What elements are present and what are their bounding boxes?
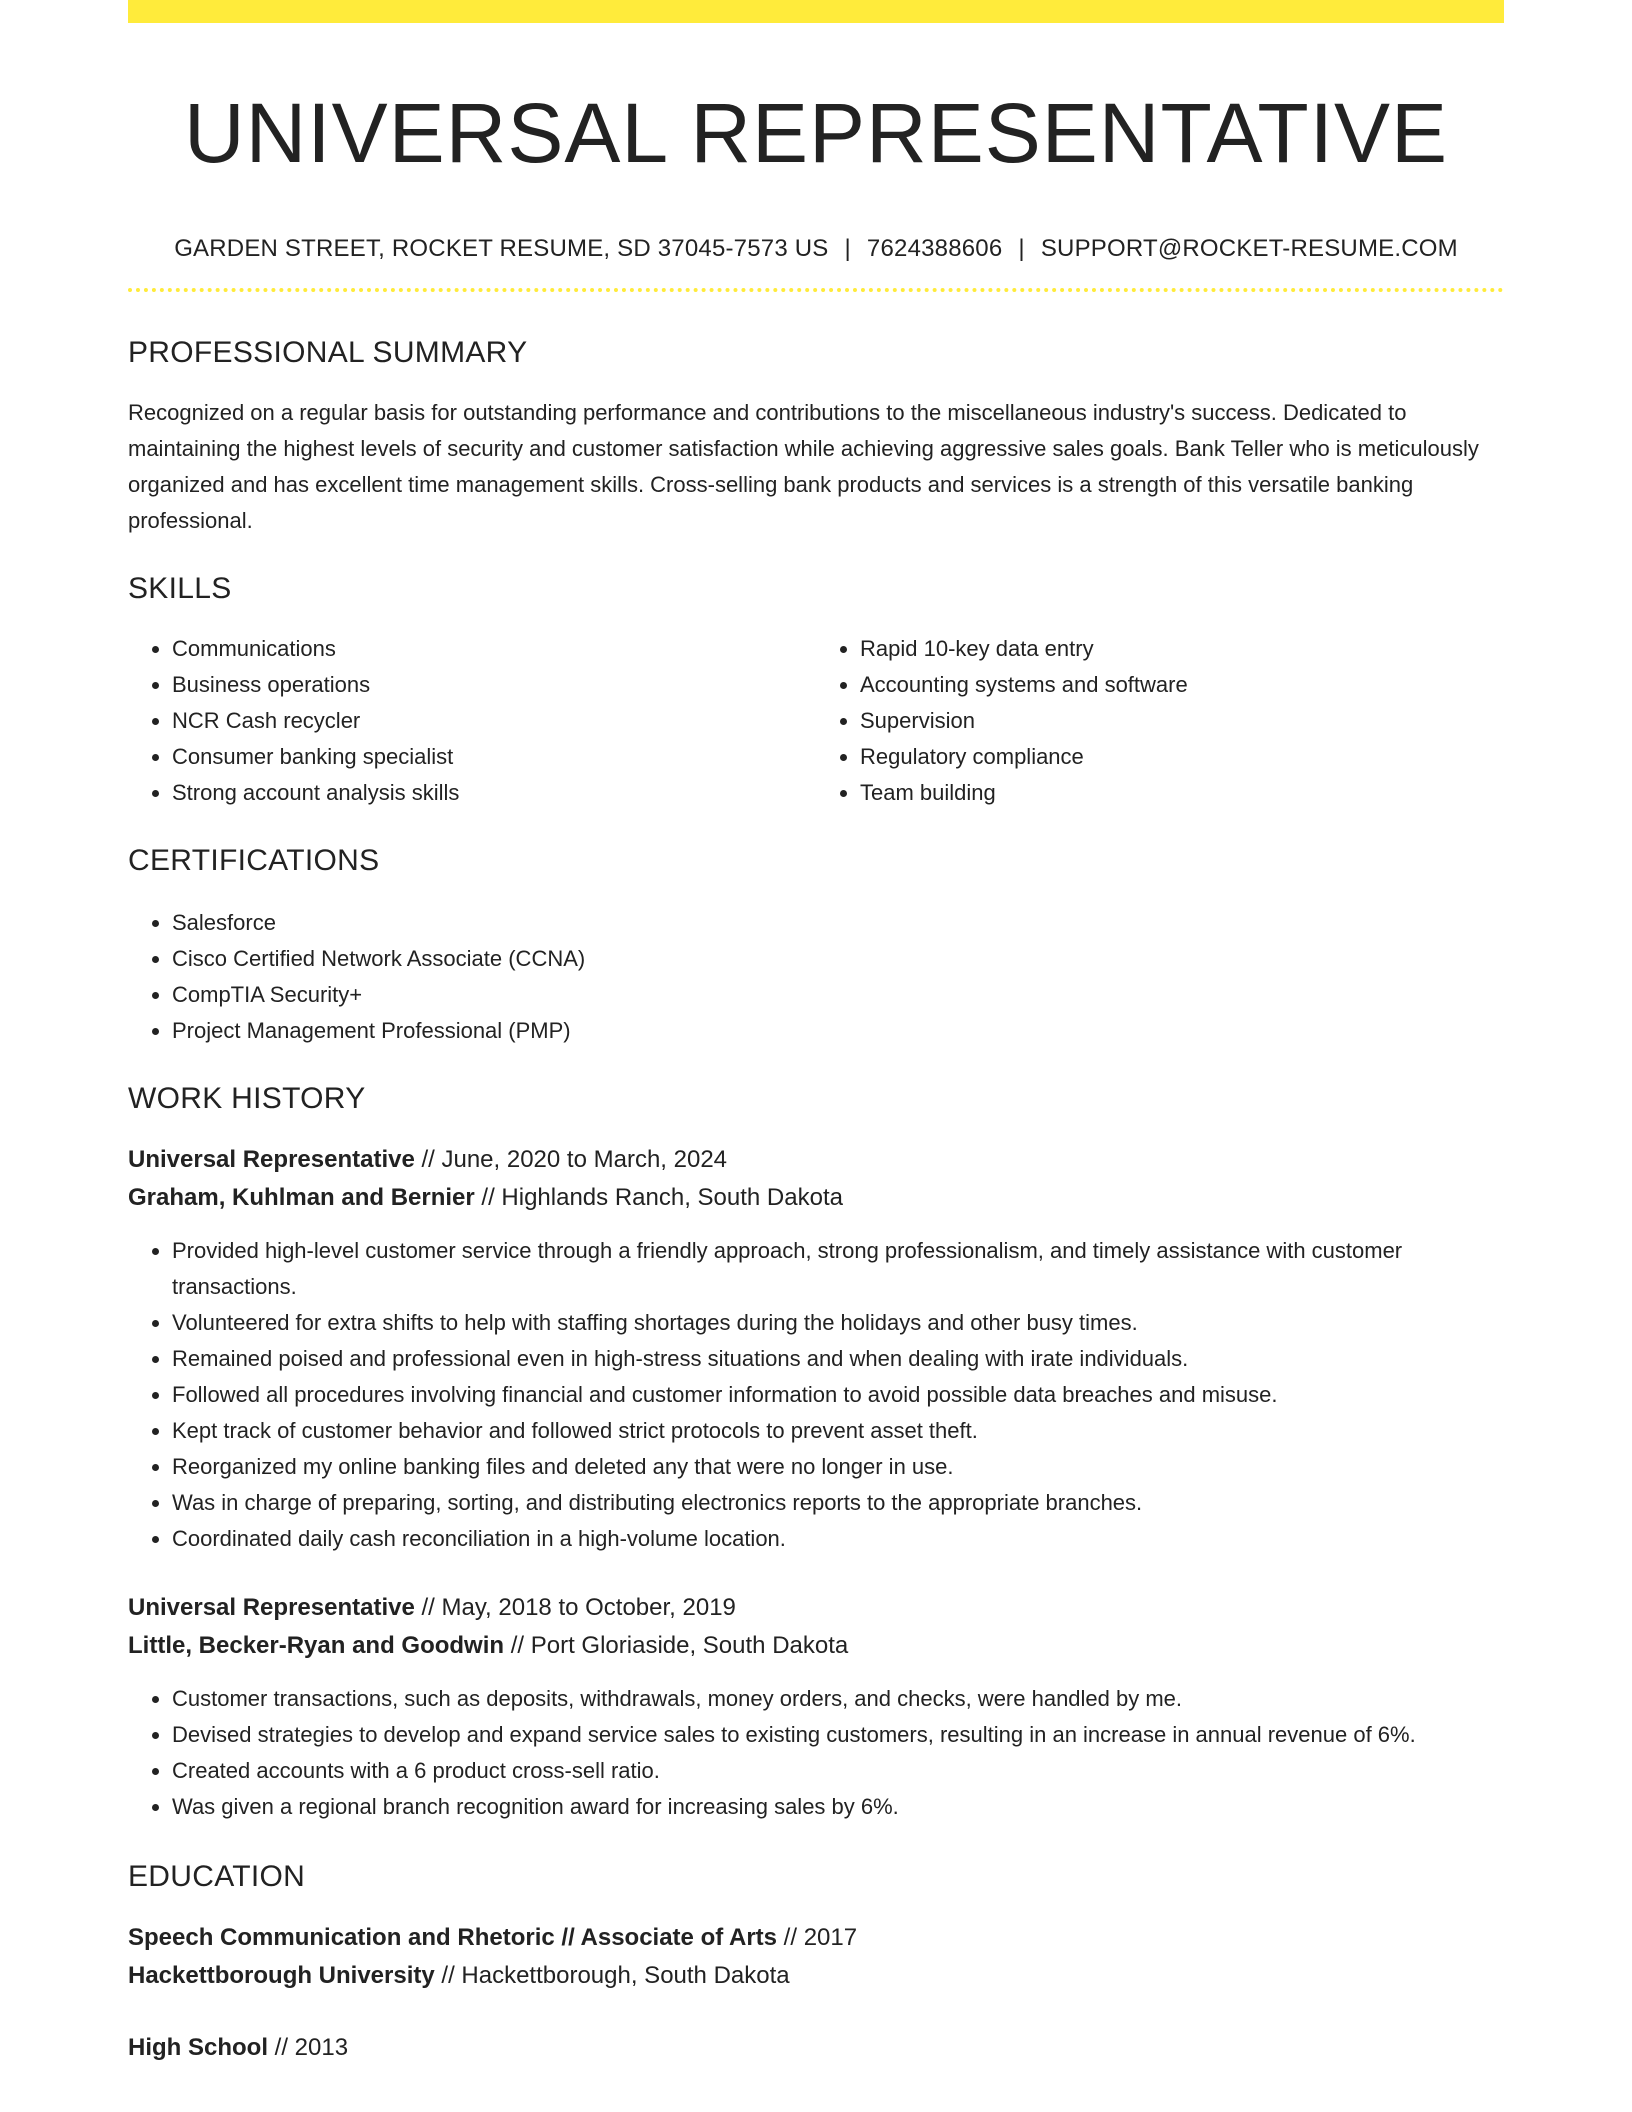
job-title-line [128,1141,1504,1179]
skill-item: • Business operations [172,667,816,703]
job-bullet: • Followed all procedures involving financial and customer information to avoid possible data breaches and misuse. [172,1377,1504,1413]
job-company: Graham, Kuhlman and Bernier [128,1184,475,1211]
skill-item: • Supervision [860,703,1504,739]
education-year: // 2013 [268,2034,349,2061]
certifications-heading: CERTIFICATIONS [128,844,380,877]
work-history-heading: WORK HISTORY [128,1082,366,1115]
job-bullet: • Was in charge of preparing, sorting, and distributing electronics reports to the appropriate branches. [172,1485,1504,1521]
contact-phone: 7624388606 [866,235,1003,262]
certification-item: • CompTIA Security+ [172,977,1504,1013]
job-bullet: • Volunteered for extra shifts to help with staffing shortages during the holidays and other busy times. [172,1305,1504,1341]
skill-item: • NCR Cash recycler [172,703,816,739]
job-company: Little, Becker-Ryan and Goodwin [128,1632,505,1659]
job-bullets [128,1233,1504,1557]
education-degree: High School [128,2034,268,2061]
skills-columns [128,631,1504,811]
job-bullets [128,1681,1504,1825]
certification-item: • Project Management Professional (PMP) [172,1013,1504,1049]
job-location: // Port Gloriaside, South Dakota [504,1632,849,1659]
job-bullet: • Created accounts with a 6 product cross-sell ratio. [172,1753,1504,1789]
summary-text: Recognized on a regular basis for outstanding performance and contributions to the miscellaneous industry's success. Dedicated to maintaining the highest levels of security and customer satisfaction while achieving aggressive sales goals. Bank Teller who is meticulously organized and has excellent time management skills. Cross-selling bank products and services is a strength of this versatile banking professional. [128,400,1479,533]
education-school: Hackettborough University [128,1962,435,1989]
skills-list-right [816,631,1504,811]
contact-email: SUPPORT@ROCKET-RESUME.COM [1040,235,1458,262]
job-bullet: • Devised strategies to develop and expand service sales to existing customers, resulting in an increase in annual revenue of 6%. [172,1717,1504,1753]
skills-heading: SKILLS [128,572,232,605]
summary-heading: PROFESSIONAL SUMMARY [128,336,528,369]
skills-list-left [128,631,816,811]
education-school-line [128,1957,1504,1995]
certification-item: • Cisco Certified Network Associate (CCNA) [172,941,1504,977]
job-bullet: • Coordinated daily cash reconciliation in a high-volume location. [172,1521,1504,1557]
skill-item: • Rapid 10-key data entry [860,631,1504,667]
job-location: // Highlands Ranch, South Dakota [474,1184,843,1211]
certifications-list [128,905,1504,1049]
contact-separator: | [844,235,851,262]
skill-item: • Regulatory compliance [860,739,1504,775]
contact-line [128,233,1504,265]
education-year: // 2017 [777,1924,858,1951]
skill-item: • Consumer banking specialist [172,739,816,775]
job-bullet: • Customer transactions, such as deposits, withdrawals, money orders, and checks, were handled by me. [172,1681,1504,1717]
education-location: // Hackettborough, South Dakota [434,1962,790,1989]
resume-page [128,0,1504,2067]
job-company-line [128,1627,1504,1665]
skill-item: • Accounting systems and software [860,667,1504,703]
job-bullet: • Remained poised and professional even in high-stress situations and when dealing with irate individuals. [172,1341,1504,1377]
job-dates: // June, 2020 to March, 2024 [414,1146,728,1173]
education-degree: Speech Communication and Rhetoric // Associate of Arts [128,1924,778,1951]
job-title-line [128,1589,1504,1627]
job-bullet: • Was given a regional branch recognition award for increasing sales by 6%. [172,1789,1504,1825]
job-bullet: • Kept track of customer behavior and followed strict protocols to prevent asset theft. [172,1413,1504,1449]
candidate-name: UNIVERSAL REPRESENTATIVE [183,86,1449,180]
education-degree-line [128,2029,1504,2067]
accent-top-bar [128,0,1504,23]
job-role: Universal Representative [128,1594,415,1621]
skill-item: • Strong account analysis skills [172,775,816,811]
job-role: Universal Representative [128,1146,415,1173]
contact-separator: | [1018,235,1025,262]
certification-item: • Salesforce [172,905,1504,941]
job-bullet: • Reorganized my online banking files and deleted any that were no longer in use. [172,1449,1504,1485]
dotted-divider [128,288,1504,292]
skill-item: • Team building [860,775,1504,811]
education-heading: EDUCATION [128,1860,306,1893]
job-company-line [128,1179,1504,1217]
job-bullet: • Provided high-level customer service through a friendly approach, strong professionalism, and timely assistance with customer transactions. [172,1233,1504,1305]
education-degree-line [128,1919,1504,1957]
job-dates: // May, 2018 to October, 2019 [414,1594,736,1621]
contact-address: GARDEN STREET, ROCKET RESUME, SD 37045-7573 US [174,235,829,262]
skill-item: • Communications [172,631,816,667]
